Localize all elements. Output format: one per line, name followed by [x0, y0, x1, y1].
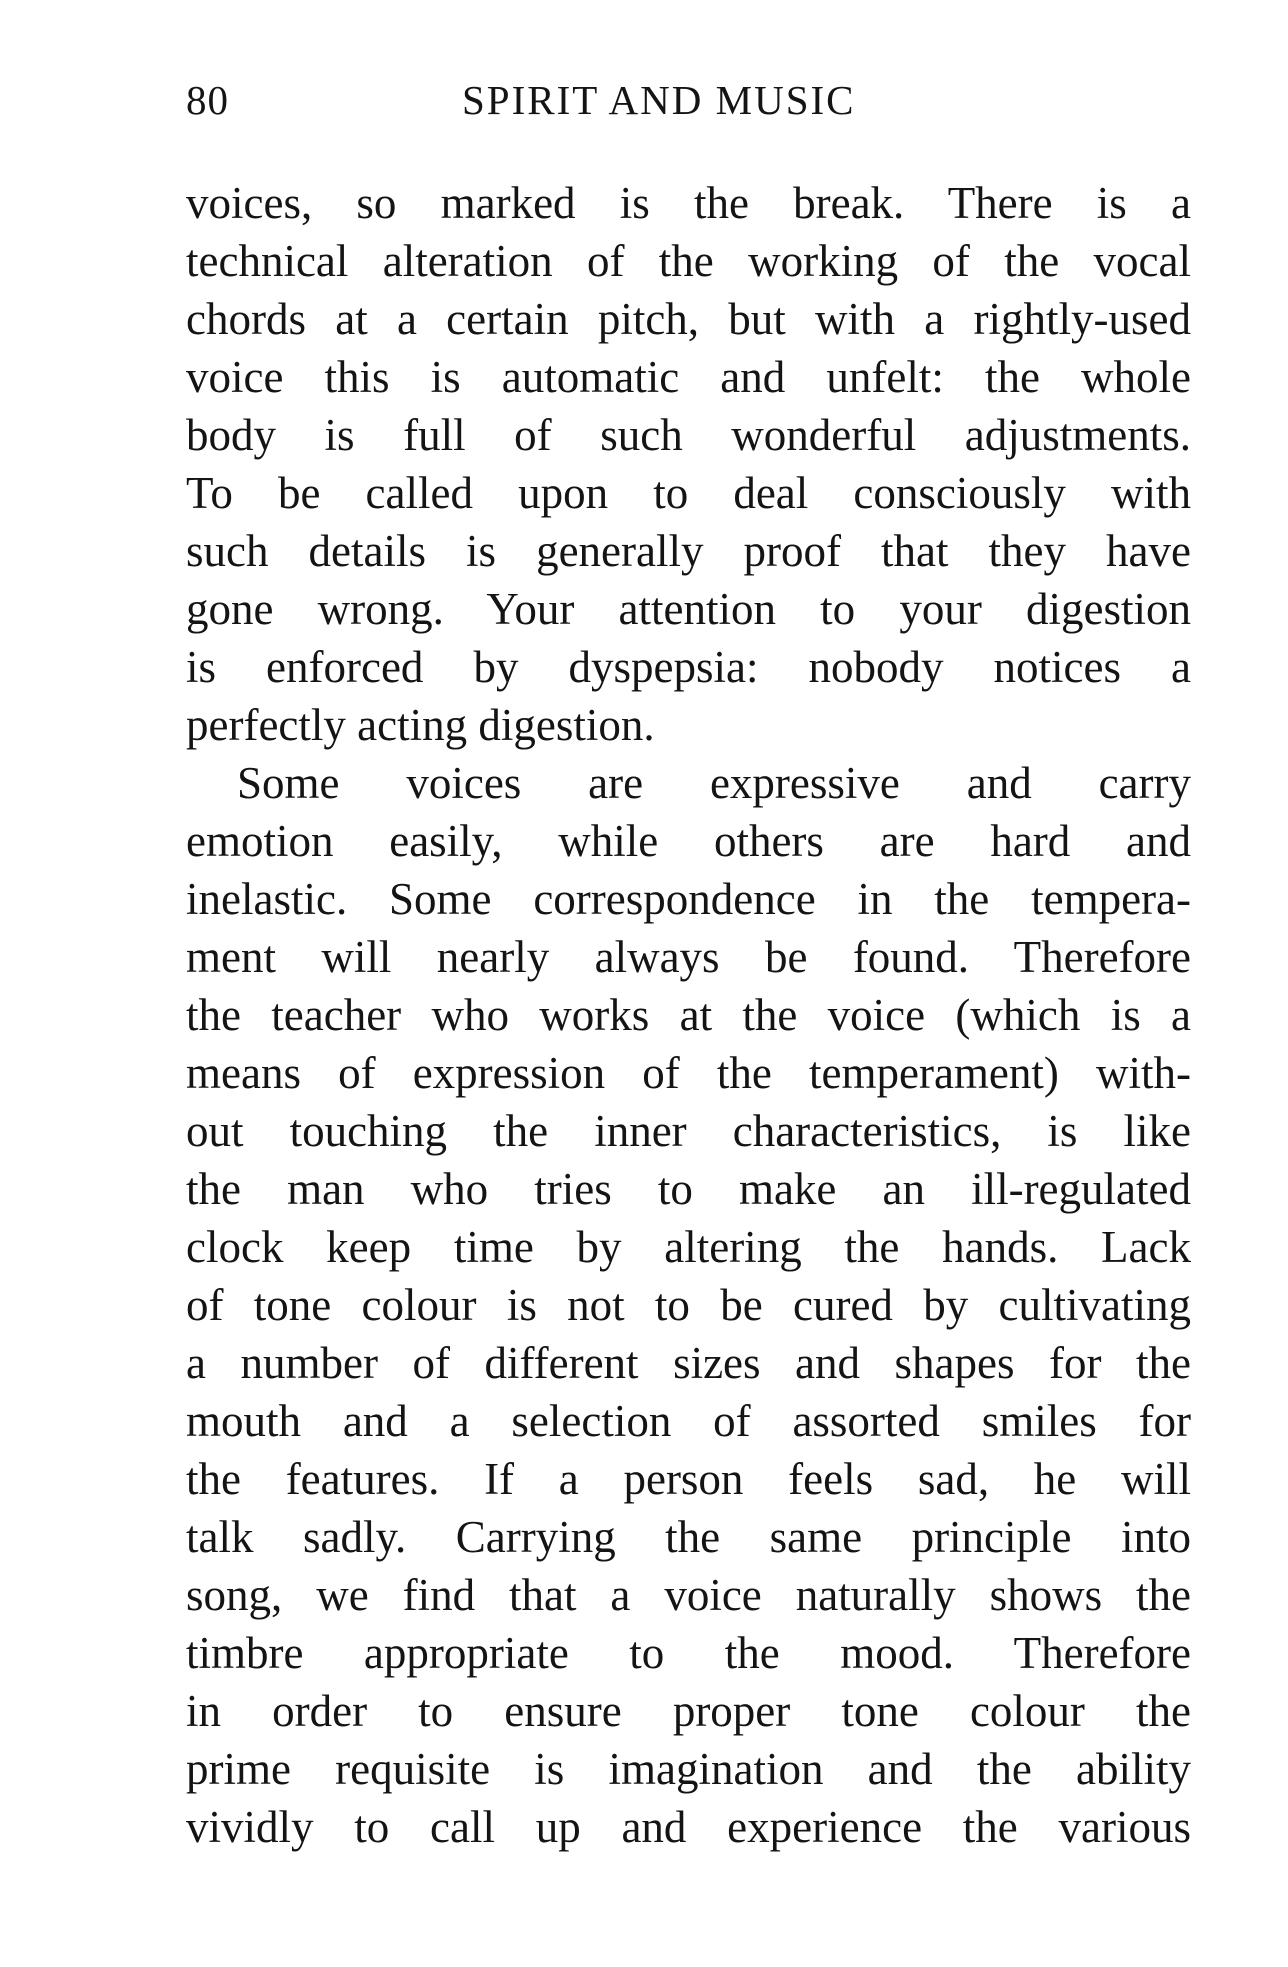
- text-line: vividly to call up and experience the various: [186, 1802, 1191, 1852]
- text-line: talk sadly. Carrying the same principle into: [186, 1512, 1191, 1562]
- running-head: [186, 74, 1191, 126]
- text-line: gone wrong. Your attention to your digestion: [186, 584, 1191, 634]
- text-line: technical alteration of the working of the vocal: [186, 236, 1191, 286]
- paragraph-start-line: Some voices are expressive and carry: [237, 758, 1191, 808]
- text-line: the man who tries to make an ill-regulated: [186, 1164, 1191, 1214]
- text-line: means of expression of the temperament) with-: [186, 1048, 1191, 1098]
- text-line: clock keep time by altering the hands. Lack: [186, 1222, 1191, 1272]
- text-line: To be called upon to deal consciously with: [186, 468, 1191, 518]
- text-line: voices, so marked is the break. There is a: [186, 178, 1191, 228]
- text-line: body is full of such wonderful adjustments.: [186, 410, 1191, 460]
- text-line: voice this is automatic and unfelt: the whole: [186, 352, 1191, 402]
- text-line: timbre appropriate to the mood. Therefore: [186, 1628, 1191, 1678]
- text-line: is enforced by dyspepsia: nobody notices a: [186, 642, 1191, 692]
- text-line: song, we find that a voice naturally shows the: [186, 1570, 1191, 1620]
- text-line: ment will nearly always be found. Therefore: [186, 932, 1191, 982]
- text-line: the teacher who works at the voice (which is a: [186, 990, 1191, 1040]
- text-line: chords at a certain pitch, but with a rightly-used: [186, 294, 1191, 344]
- text-line: a number of different sizes and shapes for the: [186, 1338, 1191, 1388]
- paragraph-end-line: perfectly acting digestion.: [186, 700, 655, 750]
- page-number: 80: [186, 77, 229, 123]
- text-line: mouth and a selection of assorted smiles for: [186, 1396, 1191, 1446]
- running-title: SPIRIT AND MUSIC: [462, 77, 856, 123]
- text-line: such details is generally proof that they have: [186, 526, 1191, 576]
- text-line: of tone colour is not to be cured by cultivating: [186, 1280, 1191, 1330]
- text-line: inelastic. Some correspondence in the tempera-: [186, 874, 1191, 924]
- text-line: the features. If a person feels sad, he will: [186, 1454, 1191, 1504]
- text-line: in order to ensure proper tone colour the: [186, 1686, 1191, 1736]
- text-line: out touching the inner characteristics, is like: [186, 1106, 1191, 1156]
- text-line: emotion easily, while others are hard and: [186, 816, 1191, 866]
- body-text: [186, 174, 1191, 1856]
- text-line: prime requisite is imagination and the ability: [186, 1744, 1191, 1794]
